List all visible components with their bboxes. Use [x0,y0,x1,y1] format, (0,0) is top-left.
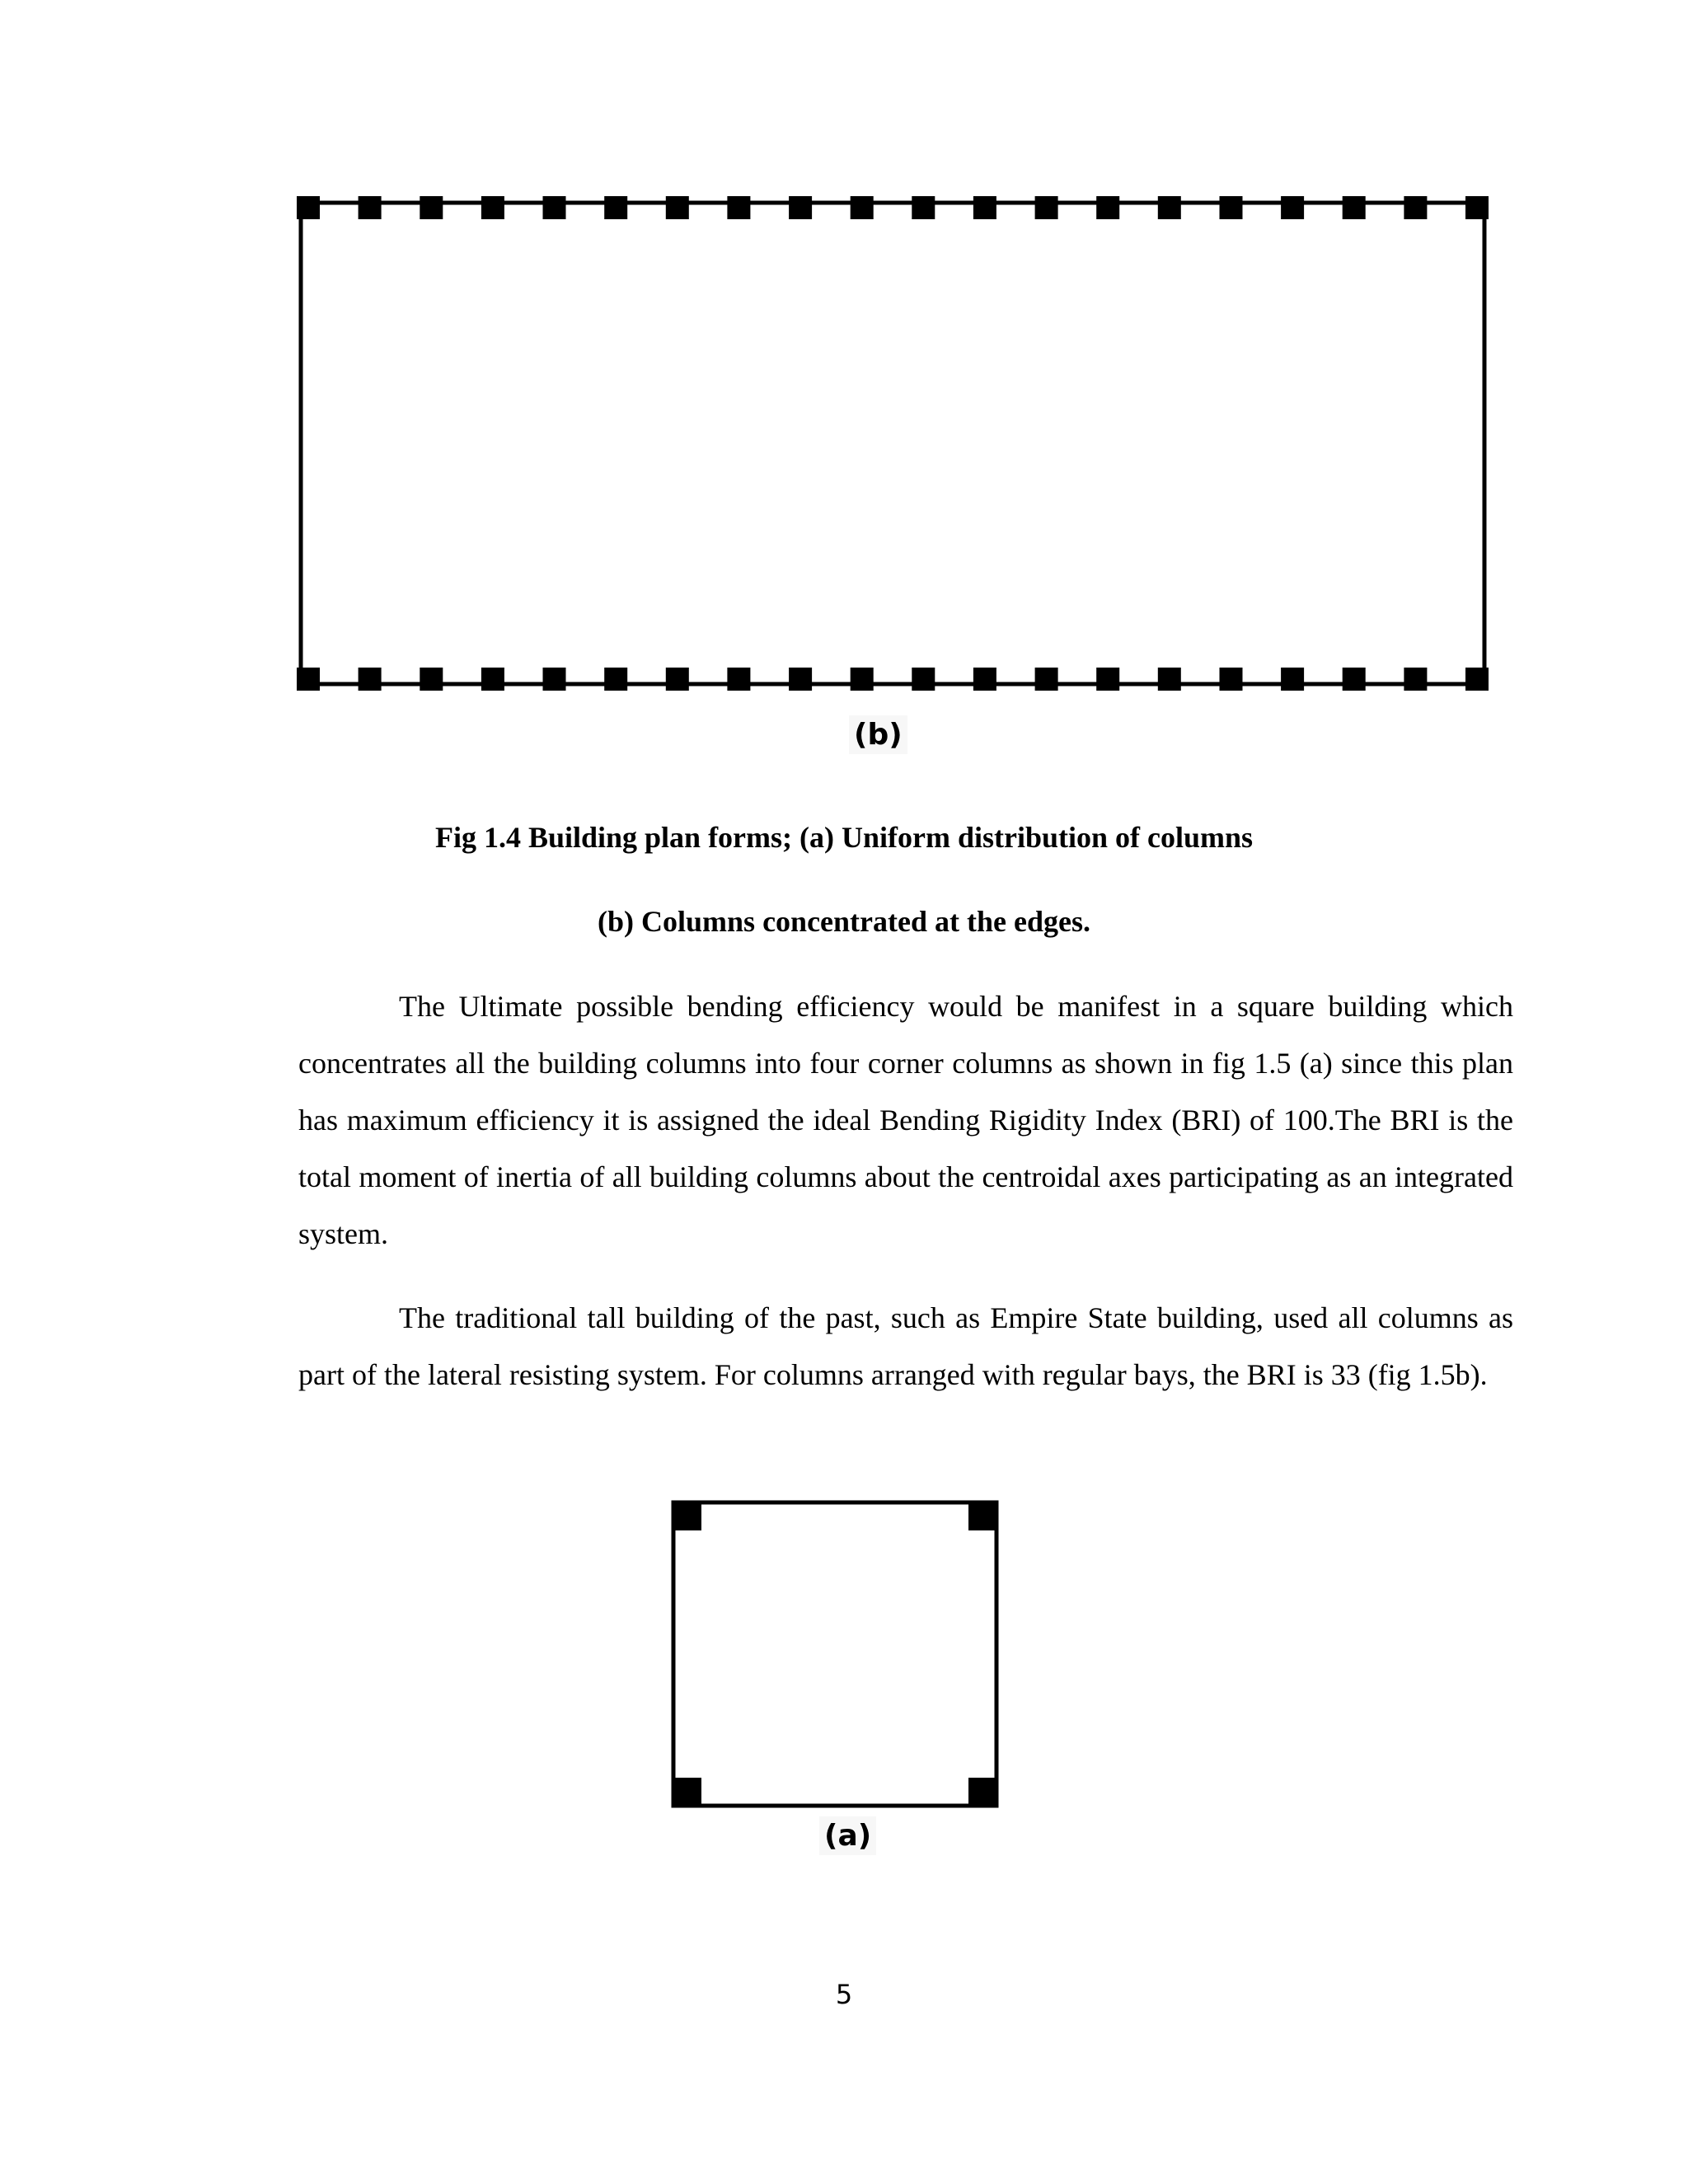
edge-column-top-13 [1035,196,1058,219]
plan-b-outline [301,203,1484,684]
edge-column-bottom-8 [727,668,750,691]
edge-column-top-11 [912,196,935,219]
edge-column-top-16 [1220,196,1243,219]
edge-column-top-3 [420,196,443,219]
edge-column-top-8 [727,196,750,219]
edge-column-bottom-4 [481,668,504,691]
edge-column-top-9 [789,196,812,219]
corner-column-bottom-left [672,1778,701,1807]
edge-column-bottom-12 [973,668,996,691]
edge-column-bottom-14 [1096,668,1119,691]
corner-column-bottom-right [968,1778,998,1807]
edge-column-top-14 [1096,196,1119,219]
edge-column-top-4 [481,196,504,219]
edge-column-bottom-7 [666,668,689,691]
edge-column-top-18 [1343,196,1366,219]
edge-column-bottom-2 [359,668,382,691]
edge-column-bottom-1 [297,668,320,691]
corner-column-top-right [968,1501,998,1530]
edge-column-bottom-18 [1343,668,1366,691]
plan-b-columns [297,196,1489,691]
edge-column-bottom-16 [1220,668,1243,691]
edge-column-top-5 [543,196,566,219]
edge-column-bottom-9 [789,668,812,691]
figure-caption-line-2: (b) Columns concentrated at the edges. [598,905,1090,938]
edge-column-top-17 [1281,196,1304,219]
edge-column-top-20 [1465,196,1489,219]
body-paragraph-1: The Ultimate possible bending efficiency would be manifest in a square building which concentrates all the building columns into four corner columns as shown in fig 1.5 (a) since this plan has maximum efficiency it is assigned the ideal Bending Rigidity Index (BRI) of 100.The BRI is the total moment of inertia of all building columns about the centroidal axes participating as an integrated system. [298,990,1513,1250]
edge-column-bottom-3 [420,668,443,691]
body-paragraph-2: The traditional tall building of the past, such as Empire State building, used all columns as part of the lateral resisting system. For columns arranged with regular bays, the BRI is 33 (fig 1.5b). [298,1301,1513,1391]
edge-column-bottom-19 [1404,668,1427,691]
edge-column-top-10 [851,196,874,219]
edge-column-bottom-15 [1158,668,1181,691]
edge-column-bottom-5 [543,668,566,691]
edge-column-top-12 [973,196,996,219]
edge-column-top-1 [297,196,320,219]
figure-b-label: (b) [849,715,907,754]
page-number: 5 [835,1979,853,2010]
plan-a-outline [673,1502,996,1806]
figure-a-label: (a) [819,1816,876,1855]
edge-column-bottom-20 [1465,668,1489,691]
edge-column-top-7 [666,196,689,219]
edge-column-bottom-11 [912,668,935,691]
building-plan-a-diagram [669,1498,1001,1810]
edge-column-bottom-10 [851,668,874,691]
edge-column-bottom-13 [1035,668,1058,691]
edge-column-bottom-6 [604,668,627,691]
edge-column-bottom-17 [1281,668,1304,691]
edge-column-top-15 [1158,196,1181,219]
edge-column-top-6 [604,196,627,219]
building-plan-b-diagram [297,196,1489,691]
corner-column-top-left [672,1501,701,1530]
edge-column-top-19 [1404,196,1427,219]
edge-column-top-2 [359,196,382,219]
figure-caption-line-1: Fig 1.4 Building plan forms; (a) Uniform distribution of columns [434,821,1254,854]
